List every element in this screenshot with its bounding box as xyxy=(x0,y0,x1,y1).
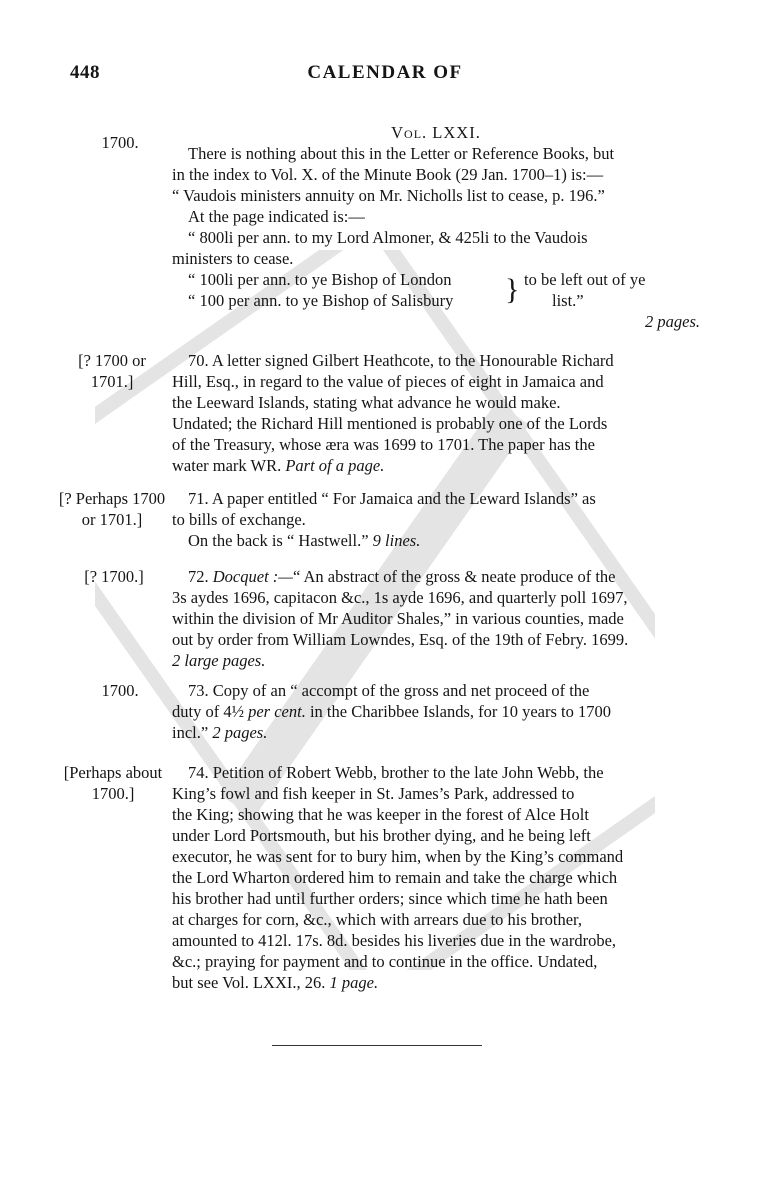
running-title: CALENDAR OF xyxy=(307,62,463,83)
text-line: in the index to Vol. X. of the Minute Book (29 Jan. 1700–1) is:— xyxy=(172,165,604,184)
entry-date: [? Perhaps 1700 or 1701.] xyxy=(58,489,166,529)
text-segment: in the Charibbee Islands, for 10 years to 1700 xyxy=(309,702,612,721)
text-segment: On the back is “ Hastwell.” xyxy=(188,531,369,550)
text-segment: “ An abstract of the gross & neate produce of the xyxy=(292,567,616,586)
text-line: the Lord Wharton ordered him to remain and take the charge which xyxy=(172,868,618,887)
text-line: King’s fowl and fish keeper in St. James’s Park, addressed to xyxy=(172,784,575,803)
entry-date: [? 1700.] xyxy=(84,567,144,586)
text-line xyxy=(172,722,700,743)
entry-body xyxy=(172,566,700,671)
text-line: “ 100 per ann. to ye Bishop of Salisbury xyxy=(188,291,454,310)
text-line: of the Treasury, whose æra was 1699 to 1701. The paper has the xyxy=(172,435,595,454)
text-segment: per cent. xyxy=(248,702,306,721)
text-line: to bills of exchange. xyxy=(172,510,306,529)
text-line: 74. Petition of Robert Webb, brother to the late John Webb, the xyxy=(188,763,604,782)
text-line: the King; showing that he was keeper in the forest of Alce Holt xyxy=(172,805,589,824)
entry-date: [? 1700 or 1701.] xyxy=(78,351,146,391)
text-line: Undated; the Richard Hill mentioned is probably one of the Lords xyxy=(172,414,608,433)
text-line: At the page indicated is:— xyxy=(188,207,365,226)
text-line: at charges for corn, &c., which with arrears due to his brother, xyxy=(172,910,583,929)
page-count: 9 lines. xyxy=(372,531,421,550)
entry-date: 1700. xyxy=(101,133,139,152)
text-line: Hill, Esq., in regard to the value of pieces of eight in Jamaica and xyxy=(172,372,604,391)
text-segment: duty of 4½ xyxy=(172,702,244,721)
brace-glyph: } xyxy=(505,273,520,306)
entry-date: 1700. xyxy=(101,681,139,700)
page-count: Part of a page. xyxy=(285,456,385,475)
entry-body xyxy=(172,350,700,476)
text-line xyxy=(172,701,700,722)
page-count: 2 pages. xyxy=(212,723,268,742)
text-line: out by order from William Lowndes, Esq. of the 19th of Febry. 1699. xyxy=(172,630,629,649)
text-line: 71. A paper entitled “ For Jamaica and the Leward Islands” as xyxy=(188,489,596,508)
entry-date: [Perhaps about 1700.] xyxy=(63,763,163,803)
text-line: 70. A letter signed Gilbert Heathcote, to the Honourable Richard xyxy=(188,351,614,370)
docquet-label: Docquet :— xyxy=(212,567,293,586)
volume-heading: Vol. LXXI. xyxy=(391,123,481,142)
text-line: under Lord Portsmouth, but his brother dying, and he being left xyxy=(172,826,591,845)
text-line: executor, he was sent for to bury him, when by the King’s command xyxy=(172,847,624,866)
text-line: There is nothing about this in the Letter or Reference Books, but xyxy=(188,144,615,163)
text-segment: 72. xyxy=(188,567,209,586)
entry-body xyxy=(172,680,700,743)
text-line xyxy=(172,455,700,476)
page-header xyxy=(0,62,770,92)
text-line: within the division of Mr Auditor Shales,” in various counties, made xyxy=(172,609,624,628)
text-line: amounted to 412l. 17s. 8d. besides his liveries due in the wardrobe, xyxy=(172,931,617,950)
text-segment: water mark WR. xyxy=(172,456,282,475)
text-line: ministers to cease. xyxy=(172,249,294,268)
text-line xyxy=(172,972,700,993)
section-divider xyxy=(272,1045,482,1046)
text-segment: incl.” xyxy=(172,723,209,742)
entry-body xyxy=(172,488,700,551)
page-number: 448 xyxy=(70,62,100,83)
text-line: 73. Copy of an “ accompt of the gross and net proceed of the xyxy=(188,681,590,700)
bishops-block xyxy=(172,269,700,311)
text-line: “ 100li per ann. to ye Bishop of London xyxy=(188,270,452,289)
text-line xyxy=(172,530,700,551)
page-count: 2 large pages. xyxy=(172,651,266,670)
text-line: “ Vaudois ministers annuity on Mr. Nicholls list to cease, p. 196.” xyxy=(172,186,605,205)
text-line: 3s aydes 1696, capitacon &c., 1s ayde 1696, and quarterly poll 1697, xyxy=(172,588,628,607)
text-line: &c.; praying for payment and to continue in the office. Undated, xyxy=(172,952,598,971)
page-count: 1 page. xyxy=(329,973,379,992)
text-line: the Leeward Islands, stating what advance he would make. xyxy=(172,393,561,412)
text-segment: but see Vol. LXXI., 26. xyxy=(172,973,326,992)
text-line: his brother had until further orders; since which time he hath been xyxy=(172,889,608,908)
page-count: 2 pages. xyxy=(645,312,700,331)
entry-body xyxy=(172,762,700,993)
text-line: list.” xyxy=(552,291,584,310)
text-line: to be left out of ye xyxy=(524,270,646,289)
text-line xyxy=(172,566,700,587)
entry-body xyxy=(172,122,700,332)
text-line: “ 800li per ann. to my Lord Almoner, & 425li to the Vaudois xyxy=(188,228,588,247)
